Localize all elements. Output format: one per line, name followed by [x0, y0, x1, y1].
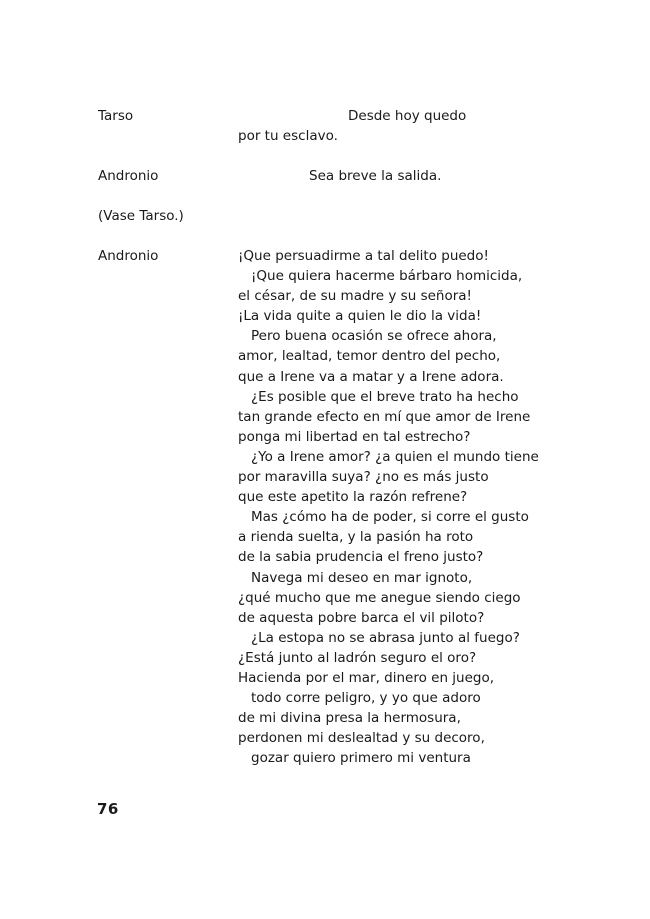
- verse-line: ¿Yo a Irene amor? ¿a quien el mundo tiene: [251, 448, 539, 465]
- verse-line: ¡Que persuadirme a tal delito puedo!: [238, 248, 489, 264]
- andronio-line-1: Sea breve la salida.: [309, 168, 442, 184]
- verse-line: ¿Es posible que el breve trato ha hecho: [251, 388, 519, 405]
- monologue-verses: [238, 246, 539, 768]
- verse-line: a rienda suelta, y la pasión ha roto: [238, 529, 474, 546]
- verse-line: amor, lealtad, temor dentro del pecho,: [238, 348, 501, 365]
- speaker-andronio-2: Andronio: [98, 248, 159, 264]
- verse-line: Pero buena ocasión se ofrece ahora,: [251, 328, 497, 345]
- verse-line: de aquesta pobre barca el vil piloto?: [238, 609, 485, 626]
- verse-line: todo corre peligro, y yo que adoro: [251, 690, 481, 707]
- verse-line: Hacienda por el mar, dinero en juego,: [238, 669, 495, 686]
- speaker-andronio-1: Andronio: [98, 168, 159, 184]
- verse-line: de mi divina presa la hermosura,: [238, 710, 461, 727]
- verse-line: ¡Que quiera hacerme bárbaro homicida,: [251, 268, 523, 285]
- verse-line: Mas ¿cómo ha de poder, si corre el gusto: [251, 509, 529, 526]
- verse-line: por maravilla suya? ¿no es más justo: [238, 469, 489, 486]
- tarso-line-2: por tu esclavo.: [238, 128, 338, 144]
- stage-direction: (Vase Tarso.): [98, 208, 184, 224]
- verse-line: perdonen mi deslealtad y su decoro,: [238, 730, 485, 747]
- verse-line: que a Irene va a matar y a Irene adora.: [238, 368, 504, 385]
- verse-line: ¿qué mucho que me anegue siendo ciego: [238, 589, 521, 606]
- verse-line: Navega mi deseo en mar ignoto,: [251, 569, 473, 586]
- speaker-tarso: Tarso: [98, 108, 134, 124]
- verse-line: ponga mi libertad en tal estrecho?: [238, 428, 471, 445]
- verse-line: gozar quiero primero mi ventura: [251, 750, 471, 767]
- verse-line: que este apetito la razón refrene?: [238, 489, 468, 506]
- verse-line: ¿La estopa no se abrasa junto al fuego?: [251, 629, 520, 646]
- verse-line: tan grande efecto en mí que amor de Irene: [238, 408, 531, 425]
- page-number: 76: [97, 800, 119, 818]
- tarso-line-1: Desde hoy quedo: [348, 108, 467, 124]
- verse-line: el césar, de su madre y su señora!: [238, 288, 472, 305]
- verse-line: ¿Está junto al ladrón seguro el oro?: [238, 649, 477, 666]
- verse-line: ¡La vida quite a quien le dio la vida!: [238, 308, 482, 325]
- verse-line: de la sabia prudencia el freno justo?: [238, 549, 484, 566]
